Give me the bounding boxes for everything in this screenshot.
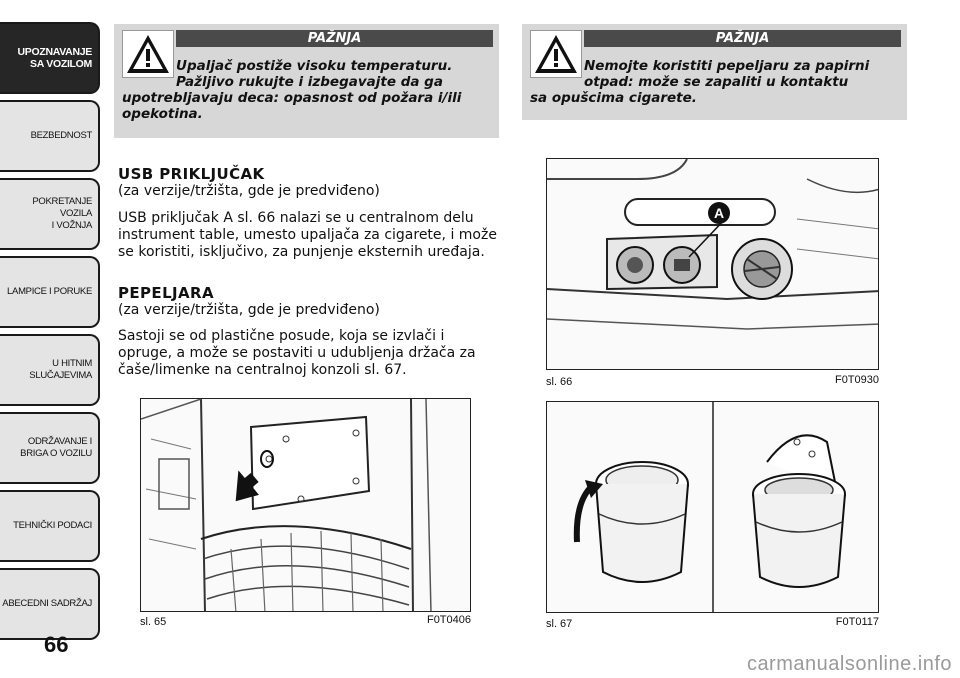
usb-text-line: se koristiti, isključivo, za punjenje eksternih uređaja. bbox=[118, 244, 485, 260]
figure-65-caption: sl. 65 bbox=[140, 616, 167, 628]
tab-bezbednost[interactable]: BEZBEDNOST bbox=[0, 100, 100, 172]
warning-box-lighter bbox=[114, 24, 499, 138]
warning-triangle-icon bbox=[122, 30, 174, 78]
tab-abecedni-sadrzaj[interactable]: ABECEDNI SADRŽAJ bbox=[0, 568, 100, 640]
warning-heading: PAŽNJA bbox=[584, 30, 901, 47]
figure-65-code: F0T0406 bbox=[426, 614, 471, 626]
warning-text-line: upotrebljavaju deca: opasnost od požara i/ili bbox=[122, 90, 462, 106]
ashtray-text-line: opruge, a može se postaviti u udubljenja držača za bbox=[118, 345, 476, 361]
warning-heading: PAŽNJA bbox=[176, 30, 493, 47]
tab-upoznavanje[interactable]: UPOZNAVANJE SA VOZILOM bbox=[0, 22, 100, 94]
figure-65-image bbox=[140, 398, 471, 612]
tab-pokretanje[interactable]: POKRETANJE VOZILA I VOŽNJA bbox=[0, 178, 100, 250]
tab-odrzavanje[interactable]: ODRŽAVANJE I BRIGA O VOZILU bbox=[0, 412, 100, 484]
tab-tehnicki-podaci[interactable]: TEHNIČKI PODACI bbox=[0, 490, 100, 562]
site-watermark: carmanualsonline.info bbox=[746, 653, 952, 675]
figure-66-code: F0T0930 bbox=[834, 374, 879, 386]
usb-text-line: instrument table, umesto upaljača za cigarete, i može bbox=[118, 227, 497, 243]
ashtray-subtitle: (za verzije/tržišta, gde je predviđeno) bbox=[118, 302, 380, 318]
warning-triangle-icon bbox=[530, 30, 582, 78]
warning-box-ashtray bbox=[522, 24, 907, 120]
usb-text-line: USB priključak A sl. 66 nalazi se u centralnom delu bbox=[118, 210, 474, 226]
warning-text-line: Nemojte koristiti pepeljaru za papirni bbox=[584, 58, 870, 74]
ashtray-text-line: čaše/limenke na centralnoj konzoli sl. 67. bbox=[118, 362, 407, 378]
figure-67-image bbox=[546, 401, 879, 613]
warning-text-line: Upaljač postiže visoku temperaturu. bbox=[176, 58, 453, 74]
ashtray-section-title: PEPELJARA bbox=[118, 284, 214, 302]
figure-67-code: F0T0117 bbox=[835, 616, 879, 628]
page-number: 66 bbox=[44, 632, 69, 657]
figure-67-caption: sl. 67 bbox=[546, 618, 573, 630]
figure-66-marker-a: A bbox=[713, 205, 725, 221]
warning-text-line: sa opušcima cigarete. bbox=[530, 90, 697, 106]
tab-lampice[interactable]: LAMPICE I PORUKE bbox=[0, 256, 100, 328]
warning-text-line: otpad: može se zapaliti u kontaktu bbox=[584, 74, 849, 90]
figure-66-caption: sl. 66 bbox=[546, 376, 573, 388]
warning-text-line: Pažljivo rukujte i izbegavajte da ga bbox=[176, 74, 443, 90]
usb-section-title: USB PRIKLJUČAK bbox=[118, 165, 265, 183]
ashtray-text-line: Sastoji se od plastične posude, koja se izvlači i bbox=[118, 328, 445, 344]
warning-text-line: opekotina. bbox=[122, 106, 203, 122]
tab-hitni-slucajevi[interactable]: U HITNIM SLUČAJEVIMA bbox=[0, 334, 100, 406]
usb-subtitle: (za verzije/tržišta, gde je predviđeno) bbox=[118, 183, 380, 199]
figure-66-image bbox=[546, 158, 879, 370]
